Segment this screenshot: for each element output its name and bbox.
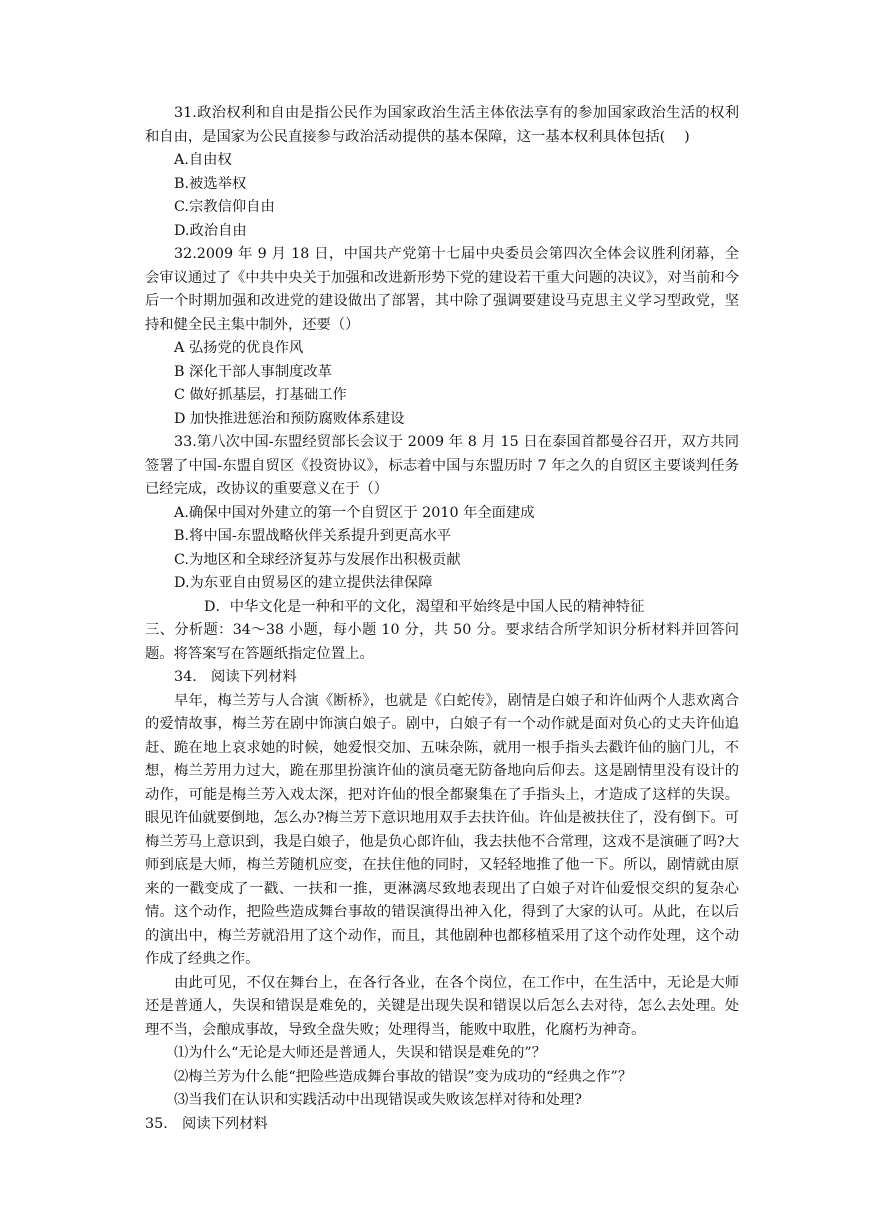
question-34-material-paragraph-2: 由此可见，不仅在舞台上，在各行各业，在各个岗位，在工作中，在生活中，无论是大师还是普通人，失误和错误是难免的，关键是出现失误和错误以后怎么去对待，怎么去处理。处理不当，会酿成事故，导致全盘失败；处理得当，能败中取胜，化腐朽为神奇。 [145,974,739,1038]
question-34-material-paragraph-1: 早年，梅兰芳与人合演《断桥》，也就是《白蛇传》，剧情是白娘子和许仙两个人悲欢离合的爱情故事，梅兰芳在剧中饰演白娘子。剧中，白娘子有一个动作就是面对负心的丈夫许仙追赶、跪在地上哀求她的时候，她爱恨交加、五味杂陈，就用一根手指头去戳许仙的脑门儿，不想，梅兰芳用力过大，跪在那里扮演许仙的演员毫无防备地向后仰去。这是剧情里没有设计的动作，可能是梅兰芳入戏太深，把对许仙的恨全都聚集在了手指头上，才造成了这样的失误。眼见许仙就要倒地，怎么办?梅兰芳下意识地用双手去扶许仙。许仙是被扶住了，没有倒下。可梅兰芳马上意识到，我是白娘子，他是负心郎许仙，我去扶他不合常理，这戏不是演砸了吗?大师到底是大师，梅兰芳随机应变，在扶住他的同时，又轻轻地推了他一下。所以，剧情就由原来的一戳变成了一戳、一扶和一推，更淋漓尽致地表现出了白娘子对许仙爱恨交织的复杂心情。这个动作，把险些造成舞台事故的错误演得出神入化，得到了大家的认可。从此，在以后的演出中，梅兰芳就沿用了这个动作，而且，其他剧种也都移植采用了这个动作处理，这个动作成了经典之作。 [145,692,739,967]
question-31-option-a: A.自由权 [174,152,232,168]
question-31-option-d: D.政治自由 [174,222,247,239]
document-body [145,102,739,1136]
question-35-title: 35. 阅读下列材料 [145,1115,268,1132]
question-32-option-d: D 加快推进惩治和预防腐败体系建设 [174,410,405,427]
question-31-stem: 31.政治权利和自由是指公民作为国家政治生活主体依法享有的参加国家政治生活的权利和自由，是国家为公民直接参与政治活动提供的基本保障，这一基本权利具体包括( ) [145,105,739,145]
question-33-option-c: C.为地区和全球经济复苏与发展作出积极贡献 [174,551,461,568]
question-33-option-d: D.为东亚自由贸易区的建立提供法律保障 [174,575,433,591]
question-32-option-c: C 做好抓基层，打基础工作 [174,387,347,403]
question-34-subquestion-1: ⑴为什么“无论是大师还是普通人，失误和错误是难免的”？ [174,1045,547,1061]
question-34-subquestion-2: ⑵梅兰芳为什么能“把险些造成舞台事故的错误”变为成功的“经典之作”？ [174,1068,633,1085]
section-3-heading: 三、分析题：34～38 小题，每小题 10 分，共 50 分。要求结合所学知识分析材料并回答问题。将答案写在答题纸指定位置上。 [145,622,739,662]
question-32-option-b: B 深化干部人事制度改革 [174,363,333,380]
question-34-subquestion-3: ⑶当我们在认识和实践活动中出现错误或失败该怎样对待和处理? [174,1092,582,1108]
question-33-option-a: A.确保中国对外建立的第一个自贸区于 2010 年全面建成 [174,504,535,521]
question-34-title: 34. 阅读下列材料 [174,669,297,685]
question-32-stem: 32.2009 年 9 月 18 日，中国共产党第十七届中央委员会第四次全体会议胜利闭幕，全会审议通过了《中共中央关于加强和改进新形势下党的建设若干重大问题的决议》，对当前和今后一个时期加强和改进党的建设做出了部署，其中除了强调要建设马克思主义学习型政党，坚持和健全民主集中制外，还要（） [145,246,739,333]
question-31-option-b: B.被选举权 [174,175,247,192]
question-33-option-b: B.将中国-东盟战略伙伴关系提升到更高水平 [174,528,452,544]
question-32-option-a: A 弘扬党的优良作风 [174,340,304,356]
stray-option-d: D．中华文化是一种和平的文化，渴望和平始终是中国人民的精神特征 [204,598,645,615]
question-31-option-c: C.宗教信仰自由 [174,199,275,215]
question-33-stem: 33.第八次中国-东盟经贸部长会议于 2009 年 8 月 15 日在泰国首都曼谷召开，双方共同签署了中国-东盟自贸区《投资协议》，标志着中国与东盟历时 7 年之久的自贸区主要谈判任务已经完成，改协议的重要意义在于（） [145,434,739,497]
